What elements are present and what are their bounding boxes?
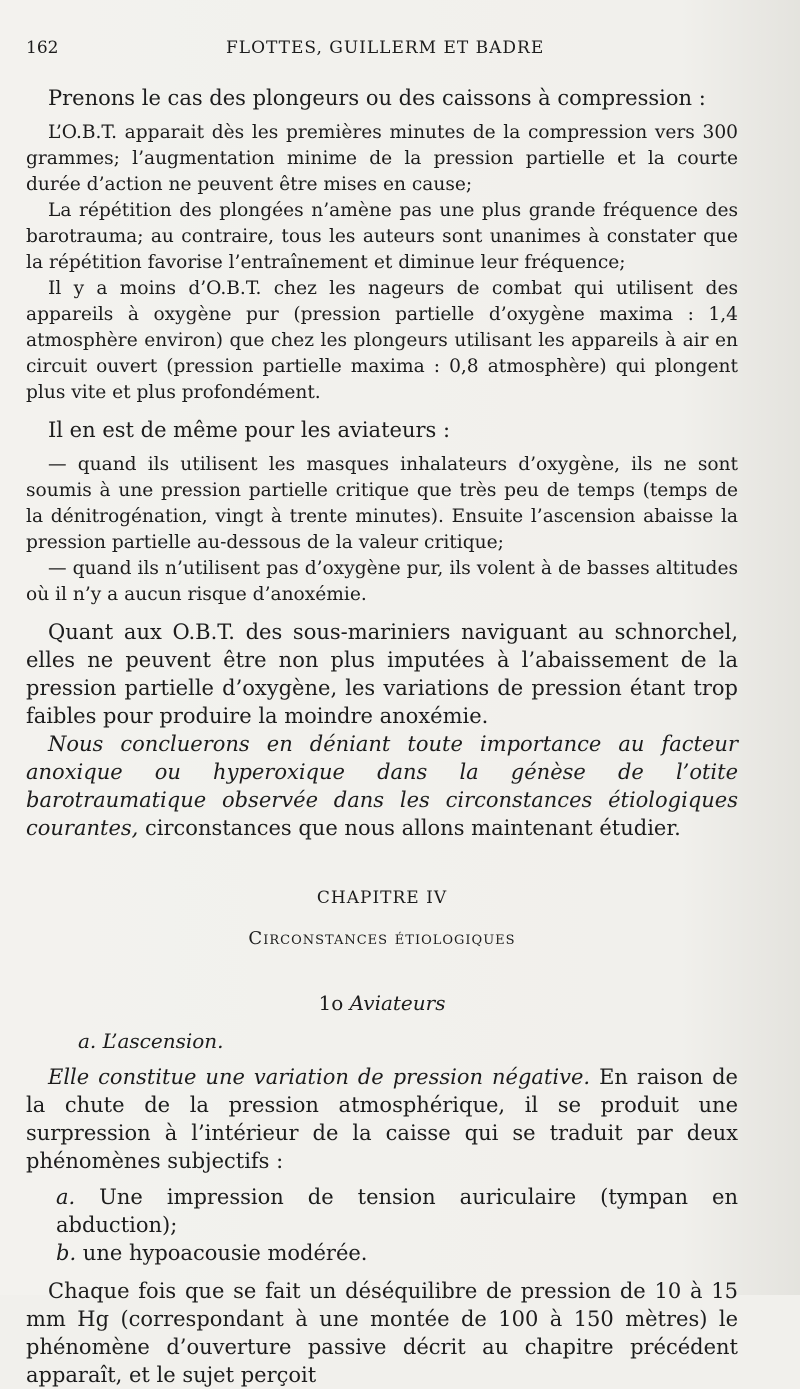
paragraph-text: En raison de la chute de la pression atmosphérique, il se produit une surpression à l’intérieur de la caisse qui se traduit par deux phénomènes subjectifs : <box>26 1065 738 1173</box>
section-heading <box>26 991 738 1015</box>
section-title: Aviateurs <box>349 991 446 1015</box>
paragraph: Il y a moins d’O.B.T. chez les nageurs de combat qui utilisent des appareils à oxygène pur (pression partielle d’oxygène maxima : 1,4 atmosphère environ) que chez les plongeurs utilisant les appareils à air en circuit ouvert (pression partielle maxima : 0,8 atmosphère) qui plongent plus vite et plus profondément. <box>26 278 738 403</box>
page-header <box>26 38 740 68</box>
paragraph-text: circonstances que nous allons maintenant étudier. <box>138 816 681 840</box>
paragraph: Quant aux O.B.T. des sous-mariniers naviguant au schnorchel, elles ne peuvent être non plus imputées à l’abaissement de la pression partielle d’oxygène, les variations de pression étant trop faibles pour produire la moindre anoxémie. <box>26 620 738 728</box>
list-label: b. <box>56 1241 77 1265</box>
chapter-title: Circonstances étiologiques <box>248 928 516 949</box>
body-text <box>26 84 738 1389</box>
list-label: a. <box>56 1185 76 1209</box>
list-item <box>26 1183 738 1239</box>
paragraph: L’O.B.T. apparait dès les premières minutes de la compression vers 300 grammes; l’augmentation minime de la pression partielle et la courte durée d’action ne peuvent être mises en cause; <box>26 122 738 195</box>
paragraph <box>26 1063 738 1175</box>
paragraph: Il en est de même pour les aviateurs : <box>48 418 451 442</box>
paragraph: Prenons le cas des plongeurs ou des caissons à compression : <box>48 86 706 110</box>
chapter-label: CHAPITRE IV <box>316 888 448 908</box>
paragraph: — quand ils n’utilisent pas d’oxygène pur, ils volent à de basses altitudes où il n’y a aucun risque d’anoxémie. <box>26 558 738 605</box>
paragraph: La répétition des plongées n’amène pas une plus grande fréquence des barotrauma; au contraire, tous les auteurs sont unanimes à constater que la répétition favorise l’entraînement et diminue leur fréquence; <box>26 200 738 273</box>
italic-text: Nous concluerons en déniant toute importance au facteur anoxique ou hyperoxique dans la génèse de l’otite barotraumatique observée dans les circonstances étiologiques courantes, <box>26 732 738 840</box>
paragraph: — quand ils utilisent les masques inhalateurs d’oxygène, ils ne sont soumis à une pression partielle critique que très peu de temps (temps de la dénitrogénation, vingt à trente minutes). Ensuite l’ascension abaisse la pression partielle au-dessous de la valeur critique; <box>26 454 738 553</box>
list-text: Une impression de tension auriculaire (tympan en abduction); <box>56 1185 738 1237</box>
page-number: 162 <box>26 38 59 58</box>
section-number: 1o <box>318 991 344 1015</box>
paragraph: Chaque fois que se fait un déséquilibre de pression de 10 à 15 mm Hg (correspondant à une montée de 100 à 150 mètres) le phénomène d’ouverture passive décrit au chapitre précédent apparaît, et le sujet perçoit <box>26 1279 738 1387</box>
list-text: une hypoacousie modérée. <box>76 1241 368 1265</box>
subsection-heading: a. L’ascension. <box>78 1029 224 1053</box>
running-head: FLOTTES, GUILLERM ET BADRE <box>226 38 545 58</box>
list-item <box>26 1239 738 1267</box>
italic-text: Elle constitue une variation de pression négative. <box>48 1065 591 1089</box>
paragraph <box>26 730 738 842</box>
